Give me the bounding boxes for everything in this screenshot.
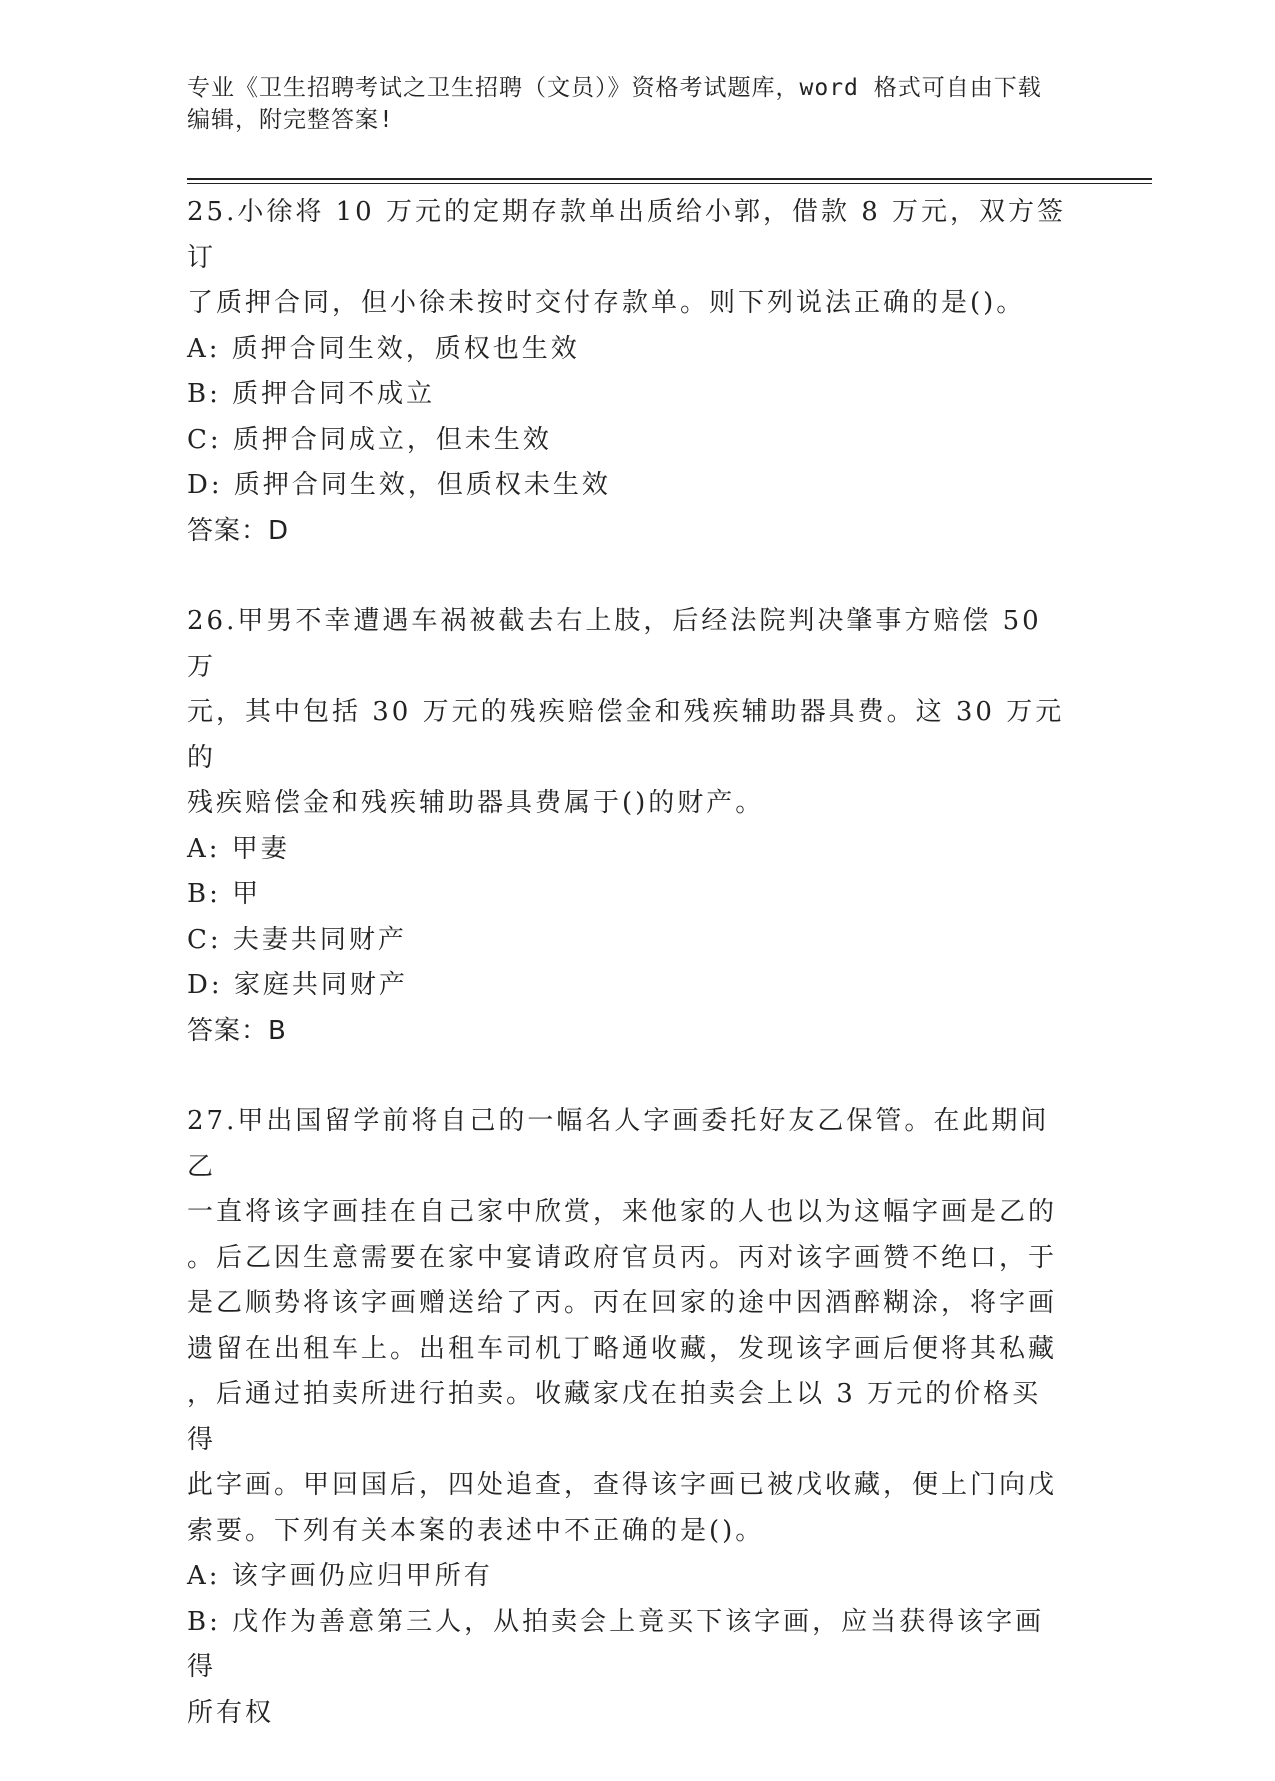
option-d: D: 质押合同生效，但质权未生效 — [187, 470, 611, 500]
option-c: C: 质押合同成立，但未生效 — [187, 424, 552, 455]
option-b: B: 甲 — [187, 879, 262, 909]
question-stem-line: 索要。下列有关本案的表述中不正确的是()。 — [187, 1515, 765, 1546]
option-b-continued: 所有权 — [187, 1697, 275, 1728]
question-27 — [187, 1099, 1067, 1736]
header-divider-thick — [187, 178, 1152, 180]
question-stem-line: 一直将该字画挂在自己家中欣赏，来他家的人也以为这幅字画是乙的 — [187, 1197, 1058, 1227]
option-d: D: 家庭共同财产 — [187, 970, 408, 1000]
question-stem-line: 残疾赔偿金和残疾辅助器具费属于()的财产。 — [187, 788, 765, 818]
option-b: B: 戊作为善意第三人，从拍卖会上竟买下该字画，应当获得该字画得 — [187, 1606, 1045, 1682]
answer-line: 答案：D — [187, 515, 290, 546]
question-stem-line: 此字画。甲回国后，四处追查，查得该字画已被戊收藏，便上门向戊 — [187, 1470, 1058, 1500]
header-line-1: 专业《卫生招聘考试之卫生招聘（文员）》资格考试题库，word 格式可自由下载 — [187, 75, 1042, 101]
option-c: C: 夫妻共同财产 — [187, 924, 407, 955]
question-stem-line: 。后乙因生意需要在家中宴请政府官员丙。丙对该字画赞不绝口，于 — [187, 1242, 1058, 1273]
question-stem-line: 了质押合同，但小徐未按时交付存款单。则下列说法正确的是()。 — [187, 288, 1026, 318]
header-line-2: 编辑，附完整答案! — [187, 107, 394, 133]
question-stem-line: 元，其中包括 30 万元的残疾赔偿金和残疾辅助器具费。这 30 万元的 — [187, 697, 1065, 773]
answer-line: 答案：B — [187, 1015, 287, 1046]
question-stem-line: 遗留在出租车上。出租车司机丁略通收藏，发现该字画后便将其私藏 — [187, 1333, 1058, 1364]
option-a: A: 该字画仍应归甲所有 — [187, 1561, 493, 1591]
question-stem-line: 26.甲男不幸遭遇车祸被截去右上肢，后经法院判决肇事方赔偿 50 万 — [187, 606, 1042, 682]
question-stem-line: ，后通过拍卖所进行拍卖。收藏家戊在拍卖会上以 3 万元的价格买得 — [187, 1379, 1042, 1455]
question-25 — [187, 190, 1067, 554]
question-stem-line: 27.甲出国留学前将自己的一幅名人字画委托好友乙保管。在此期间乙 — [187, 1106, 1050, 1182]
question-26 — [187, 599, 1067, 1054]
option-b: B: 质押合同不成立 — [187, 379, 436, 409]
header-divider-thin — [187, 183, 1152, 184]
option-a: A: 质押合同生效，质权也生效 — [187, 333, 580, 364]
question-list — [187, 190, 1067, 1781]
question-stem-line: 25.小徐将 10 万元的定期存款单出质给小郭，借款 8 万元，双方签订 — [187, 197, 1067, 273]
option-a: A: 甲妻 — [187, 833, 290, 864]
document-header — [187, 72, 1067, 136]
question-stem-line: 是乙顺势将该字画赠送给了丙。丙在回家的途中因酒醉糊涂，将字画 — [187, 1288, 1058, 1318]
